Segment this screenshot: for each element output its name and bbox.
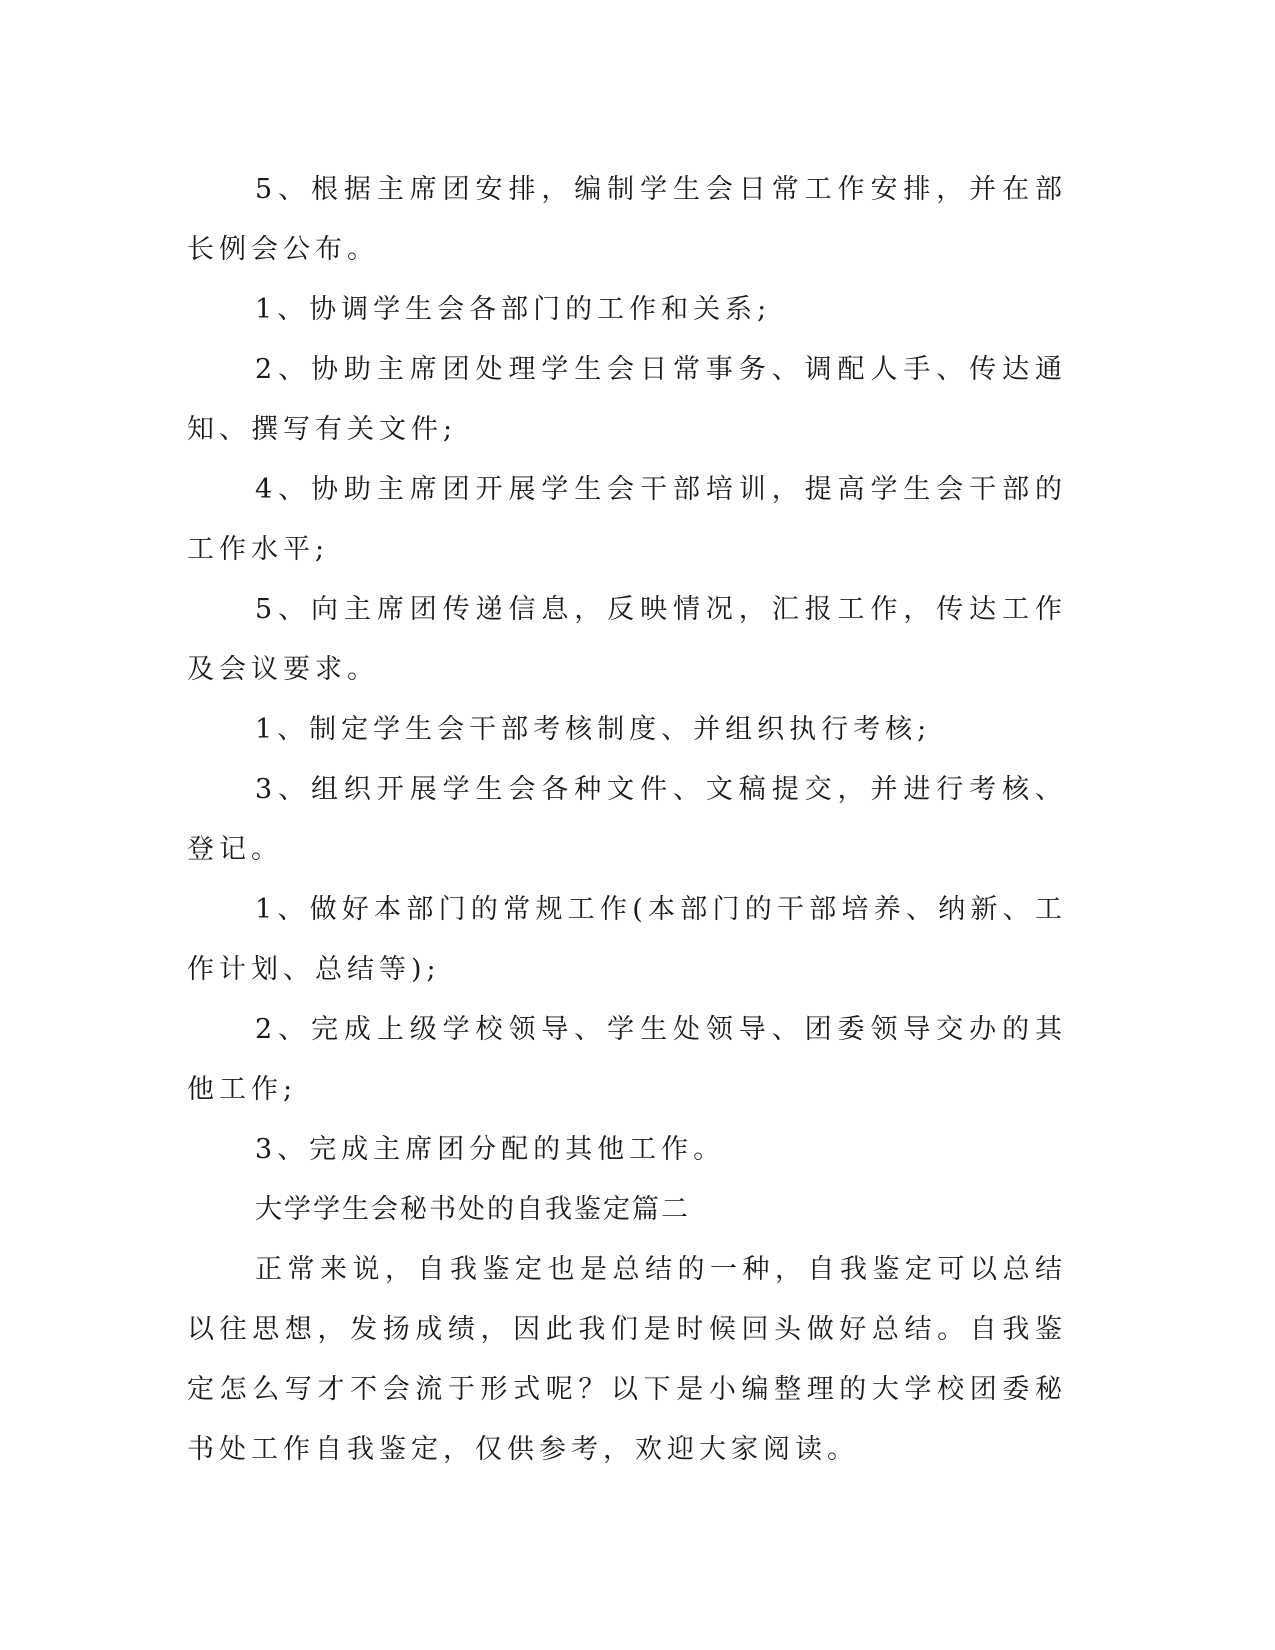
- paragraph-introduction: 正常来说，自我鉴定也是总结的一种，自我鉴定可以总结以往思想，发扬成绩，因此我们是时候回头做好总结。自我鉴定怎么写才不会流于形式呢？以下是小编整理的大学校团委秘书处工作自我鉴定，仅供参考，欢迎大家阅读。: [187, 1254, 1067, 1465]
- paragraph-routine-work: 1、做好本部门的常规工作(本部门的干部培养、纳新、工作计划、总结等);: [187, 894, 1067, 985]
- document-body: [187, 160, 1067, 1480]
- paragraph-coordinate-departments: 1、协调学生会各部门的工作和关系;: [255, 294, 772, 325]
- section-heading: 大学学生会秘书处的自我鉴定篇二: [255, 1194, 690, 1225]
- paragraph-secretariat-schedule: 5、根据主席团安排，编制学生会日常工作安排，并在部长例会公布。: [187, 174, 1067, 265]
- paragraph-document-submission: 3、组织开展学生会各种文件、文稿提交，并进行考核、登记。: [187, 774, 1067, 865]
- paragraph-presidium-tasks: 3、完成主席团分配的其他工作。: [255, 1134, 726, 1165]
- paragraph-assessment-system: 1、制定学生会干部考核制度、并组织执行考核;: [255, 714, 932, 745]
- paragraph-cadre-training: 4、协助主席团开展学生会干部培训，提高学生会干部的工作水平;: [187, 474, 1067, 565]
- paragraph-assigned-tasks: 2、完成上级学校领导、学生处领导、团委领导交办的其他工作;: [187, 1014, 1067, 1105]
- paragraph-report-information: 5、向主席团传递信息，反映情况，汇报工作，传达工作及会议要求。: [187, 594, 1067, 685]
- paragraph-assist-daily-affairs: 2、协助主席团处理学生会日常事务、调配人手、传达通知、撰写有关文件;: [187, 354, 1067, 445]
